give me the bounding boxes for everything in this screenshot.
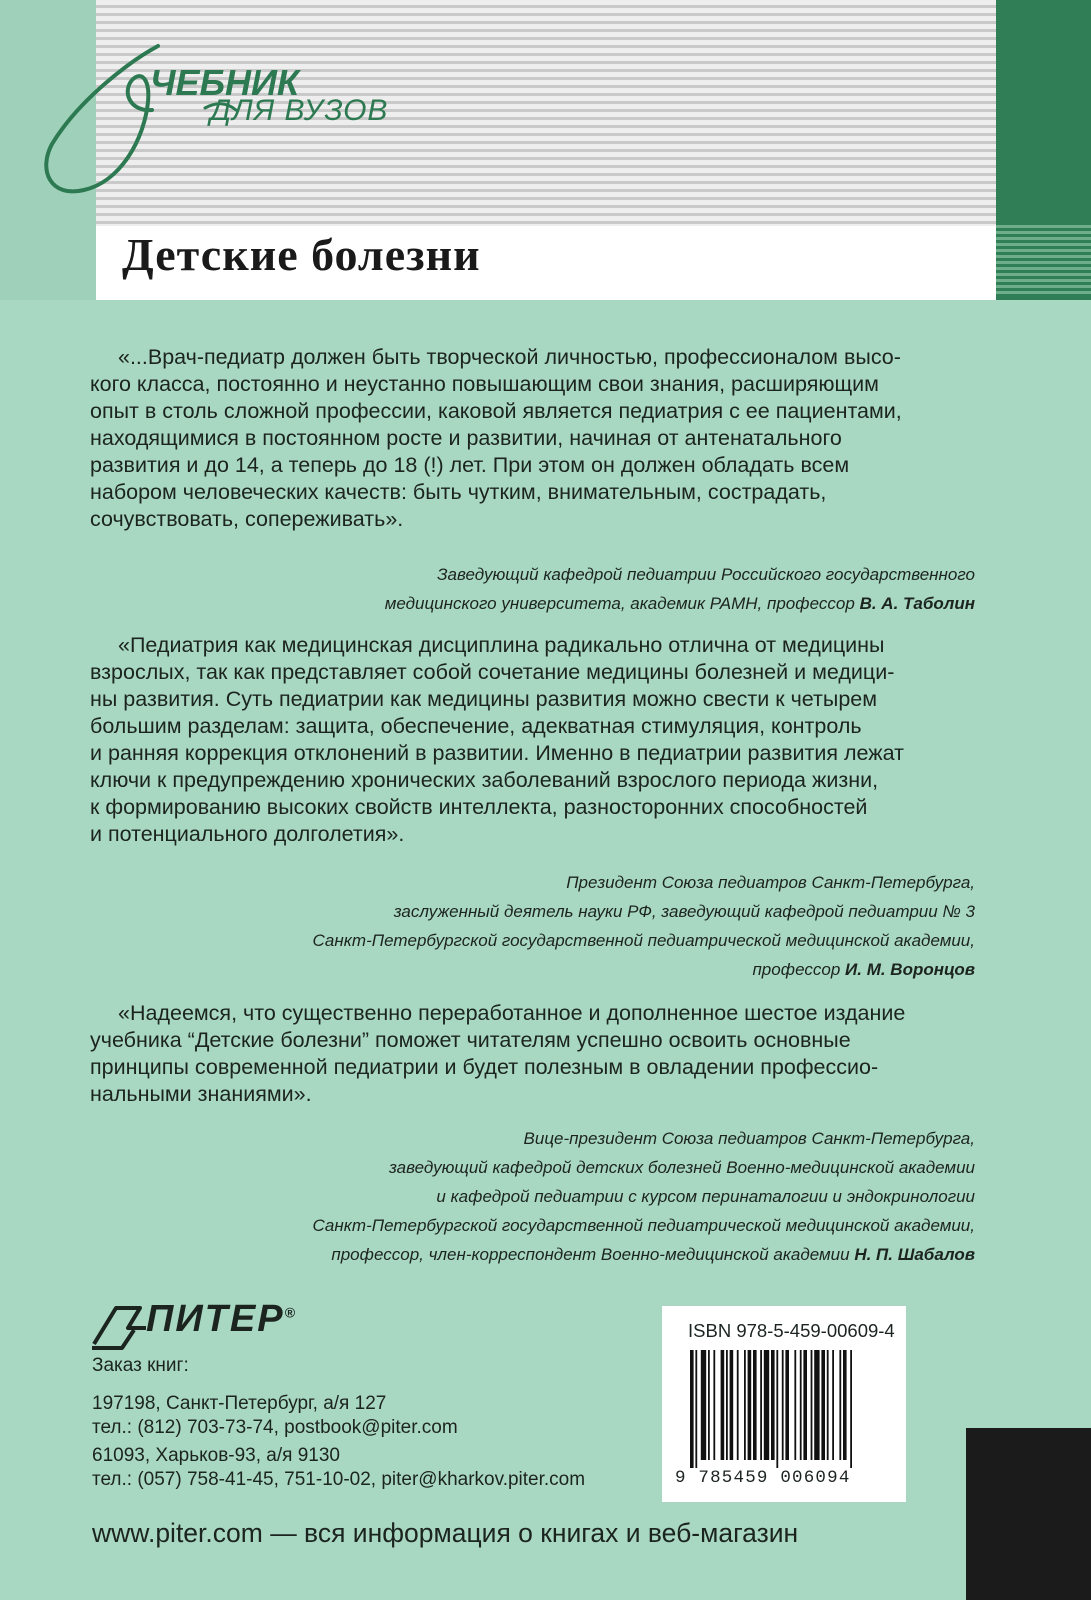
attribution-line: медицинского университета, академик РАМН, профессор В. А. Таболин [384,594,975,613]
isbn-label: ISBN 978-5-459-00609-4 [688,1320,895,1341]
attribution-line: Президент Союза педиатров Санкт-Петербурга, [566,873,975,892]
attribution-line: Санкт-Петербургской государственной педиатрической медицинской академии, [312,931,975,950]
quote-line: находящимися в постоянном росте и развитии, начиная от антенатального [90,426,842,450]
quote-line: и потенциального долголетия». [90,822,405,846]
attribution-line: профессор, член-корреспондент Военно-медицинской академии Н. П. Шабалов [331,1245,975,1264]
attribution-line: и кафедрой педиатрии с курсом перинаталогии и эндокринологии [436,1187,975,1206]
kharkov-address: 61093, Харьков-93, а/я 9130 [92,1445,340,1466]
kharkov-contacts: тел.: (057) 758-41-45, 751-10-02, piter@kharkov.piter.com [92,1469,586,1490]
spb-contacts: тел.: (812) 703-73-74, postbook@piter.com [92,1417,458,1438]
quote-3 [90,1000,980,1108]
quote-line: сочувствовать, сопереживать». [90,507,404,531]
quote-line: взрослых, так как представляет собой сочетание медицины болезней и медици- [90,660,895,684]
quote-line: принципы современной педиатрии и будет полезным в овладении профессио- [90,1055,879,1079]
attribution-line: заведующий кафедрой детских болезней Военно-медицинской академии [388,1158,975,1177]
series-name-line2: ДЛЯ ВУЗОВ [210,94,389,127]
quote-3-attribution [175,1124,975,1269]
barcode-digits: 9 785459 006094 [675,1468,851,1488]
quote-line: ны развития. Суть педиатрии как медицины развития можно свести к четырем [90,687,878,711]
right-striped-block [996,225,1091,297]
quote-line: развития и до 14, а теперь до 18 (!) лет. При этом он должен обладать всем [90,453,850,477]
quote-line: к формированию высоких свойств интеллекта, разносторонних способностей [90,795,868,819]
attribution-line: профессор И. М. Воронцов [752,960,975,979]
quote-2-attribution [175,868,975,984]
order-label: Заказ книг: [92,1355,189,1376]
attribution-line: Вице-президент Союза педиатров Санкт-Петербурга, [523,1129,975,1148]
quote-line: «Педиатрия как медицинская дисциплина радикально отлична от медицины [118,633,885,657]
barcode-icon [690,1350,900,1468]
corner-black-block [966,1428,1091,1600]
series-name-line1: ЧЕБНИК [150,62,300,103]
quote-line: большим разделам: защита, обеспечение, адекватная стимуляция, контроль [90,714,862,738]
book-title: Детские болезни [122,229,481,280]
quote-1-attribution [175,560,975,618]
attribution-line: Санкт-Петербургской государственной педиатрической медицинской академии, [312,1216,975,1235]
quote-2 [90,632,980,848]
publisher-name: ПИТЕР® [146,1298,295,1340]
footer-website: www.piter.com — вся информация о книгах и веб-магазин [92,1518,799,1548]
quote-line: нальными знаниями». [90,1082,312,1106]
quote-line: и ранняя коррекция отклонений в развитии. Именно в педиатрии развития лежат [90,741,904,765]
quote-line: набором человеческих качеств: быть чутким, внимательным, сострадать, [90,480,827,504]
attribution-line: Заведующий кафедрой педиатрии Российского государственного [437,565,975,584]
quote-line: учебника “Детские болезни” поможет читателям успешно освоить основные [90,1028,851,1052]
quote-line: «...Врач-педиатр должен быть творческой личностью, профессионалом высо- [118,345,901,369]
author-name: В. А. Таболин [859,594,975,613]
quote-line: «Надеемся, что существенно переработанное и дополненное шестое издание [118,1001,906,1025]
author-name: И. М. Воронцов [845,960,975,979]
attribution-line: заслуженный деятель науки РФ, заведующий кафедрой педиатрии № 3 [393,902,975,921]
quote-1 [90,344,980,533]
registered-mark: ® [284,1304,295,1321]
quote-line: ключи к предупреждению хронических заболеваний взрослого периода жизни, [90,768,879,792]
author-name: Н. П. Шабалов [854,1245,975,1264]
quote-line: кого класса, постоянно и неустанно повышающим свои знания, расширяющим [90,372,879,396]
quote-line: опыт в столь сложной профессии, каковой является педиатрия с ее пациентами, [90,399,902,423]
spb-address: 197198, Санкт-Петербург, а/я 127 [92,1393,387,1414]
